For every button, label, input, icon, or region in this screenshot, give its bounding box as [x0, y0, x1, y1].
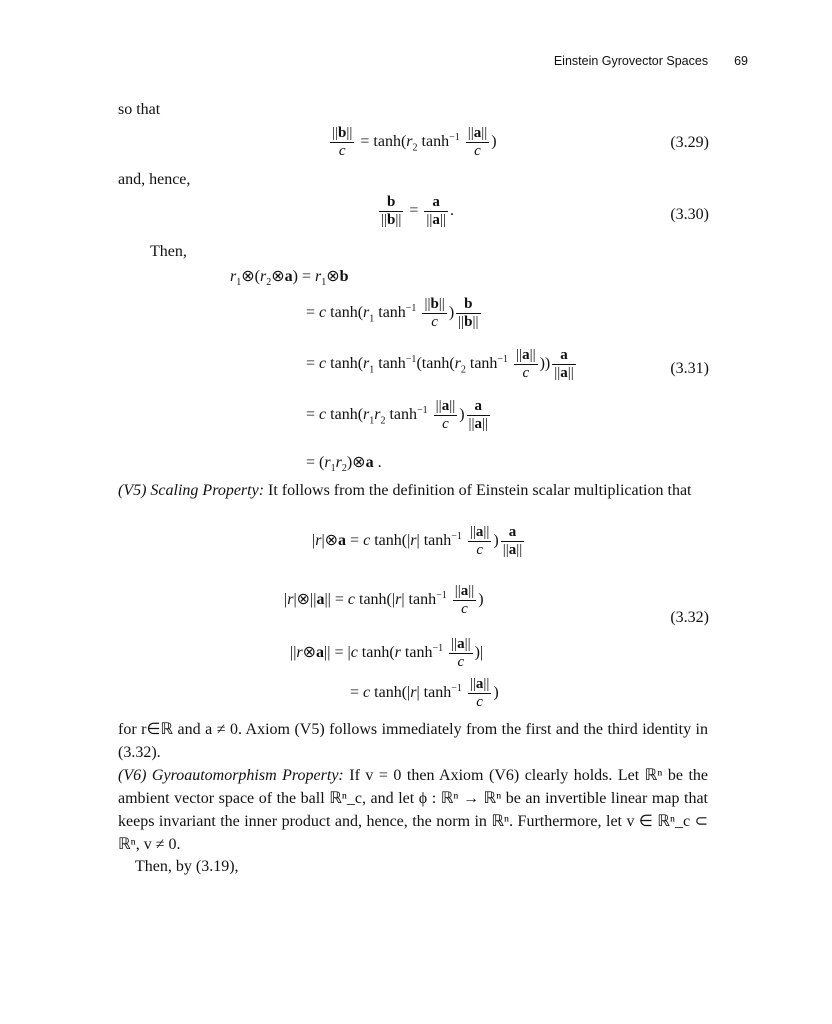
- equation-3-31-line-2: = c $\tanh(r_1$ $\tanh^{-1}$ $\frac{||b||}{c}$ ) $\frac{b}{||b||}$: [306, 296, 479, 330]
- text-and-hence: and, hence,: [118, 171, 191, 188]
- v5-body: It follows from the definition of Einstein scalar multiplication that: [268, 482, 692, 499]
- equation-3-31-line-5: = $(r_1r_2)\otimes a$ .: [306, 454, 382, 475]
- v6-body: If v = 0 then Axiom (V6) clearly holds. Let ℝⁿ be the ambient vector space of the ball ℝⁿ_c, and let ϕ : ℝⁿ → ℝⁿ be an invertible linear map that keeps invariant the inner product and, hence, the norm in ℝⁿ. Furthermore, let v ∈ ℝⁿ_c ⊂ ℝⁿ, v ≠ 0.: [118, 767, 709, 853]
- paragraph-after-3-32: for r∈ℝ and a ≠ 0. Axiom (V5) follows immediately from the first and the third identity in (3.32).: [118, 721, 708, 761]
- page-number: 69: [734, 54, 748, 68]
- v6-heading: (V6) Gyroautomorphism Property:: [118, 767, 344, 784]
- equation-3-31-line-1: $r_1\otimes(r_2\otimes a)$ = $r_1\otimes b$: [230, 268, 349, 289]
- equation-3-29: $\frac{||b||}{c}$ = $\tanh(r_2$ $\tanh^{-1}$ $\frac{||a||}{c}$ ): [332, 125, 497, 159]
- running-title: Einstein Gyrovector Spaces: [553, 54, 709, 68]
- eqnum-3-32: (3.32): [670, 609, 709, 626]
- eqnum-3-29: (3.29): [670, 134, 709, 151]
- equation-3-32-line-2: |r|⊗||a|| = c tanh(|r| $\tanh^{-1}$ $\frac{||a||}{c}$ ): [284, 583, 484, 617]
- paragraph-v6: [118, 764, 708, 856]
- equation-3-32-line-4: = c tanh(|r| $\tanh^{-1}$ $\frac{||a||}{c}$ ): [350, 676, 499, 710]
- paragraph-v5: [118, 479, 708, 502]
- equation-3-32-line-3: ||r⊗a|| = |c tanh(r $\tanh^{-1}$ $\frac{||a||}{c}$ )|: [290, 636, 484, 670]
- equation-3-31-line-3: = c $\tanh(r_1$ $\tanh^{-1}(\tanh(r_2$ $\tanh^{-1}$ $\frac{||a||}{c}$ )) $\frac{a}{||a||}$: [306, 347, 574, 381]
- v5-heading: (V5) Scaling Property:: [118, 482, 265, 499]
- running-head: [554, 54, 748, 68]
- equation-3-32-line-1: |r|⊗a = c tanh(|r| $\tanh^{-1}$ $\frac{||a||}{c}$ ) $\frac{a}{||a||}$: [312, 524, 523, 558]
- text-then: Then,: [150, 243, 187, 260]
- text-then-by: Then, by (3.19),: [135, 858, 239, 875]
- eqnum-3-31: (3.31): [670, 360, 709, 377]
- text-so-that: so that: [118, 101, 161, 118]
- equation-3-30: $\frac{b}{||b||}$ = $\frac{a}{||a||}$ .: [381, 194, 454, 228]
- equation-3-31-line-4: = c $\tanh(r_1r_2$ $\tanh^{-1}$ $\frac{||a||}{c}$ ) $\frac{a}{||a||}$: [306, 398, 489, 432]
- eqnum-3-30: (3.30): [670, 206, 709, 223]
